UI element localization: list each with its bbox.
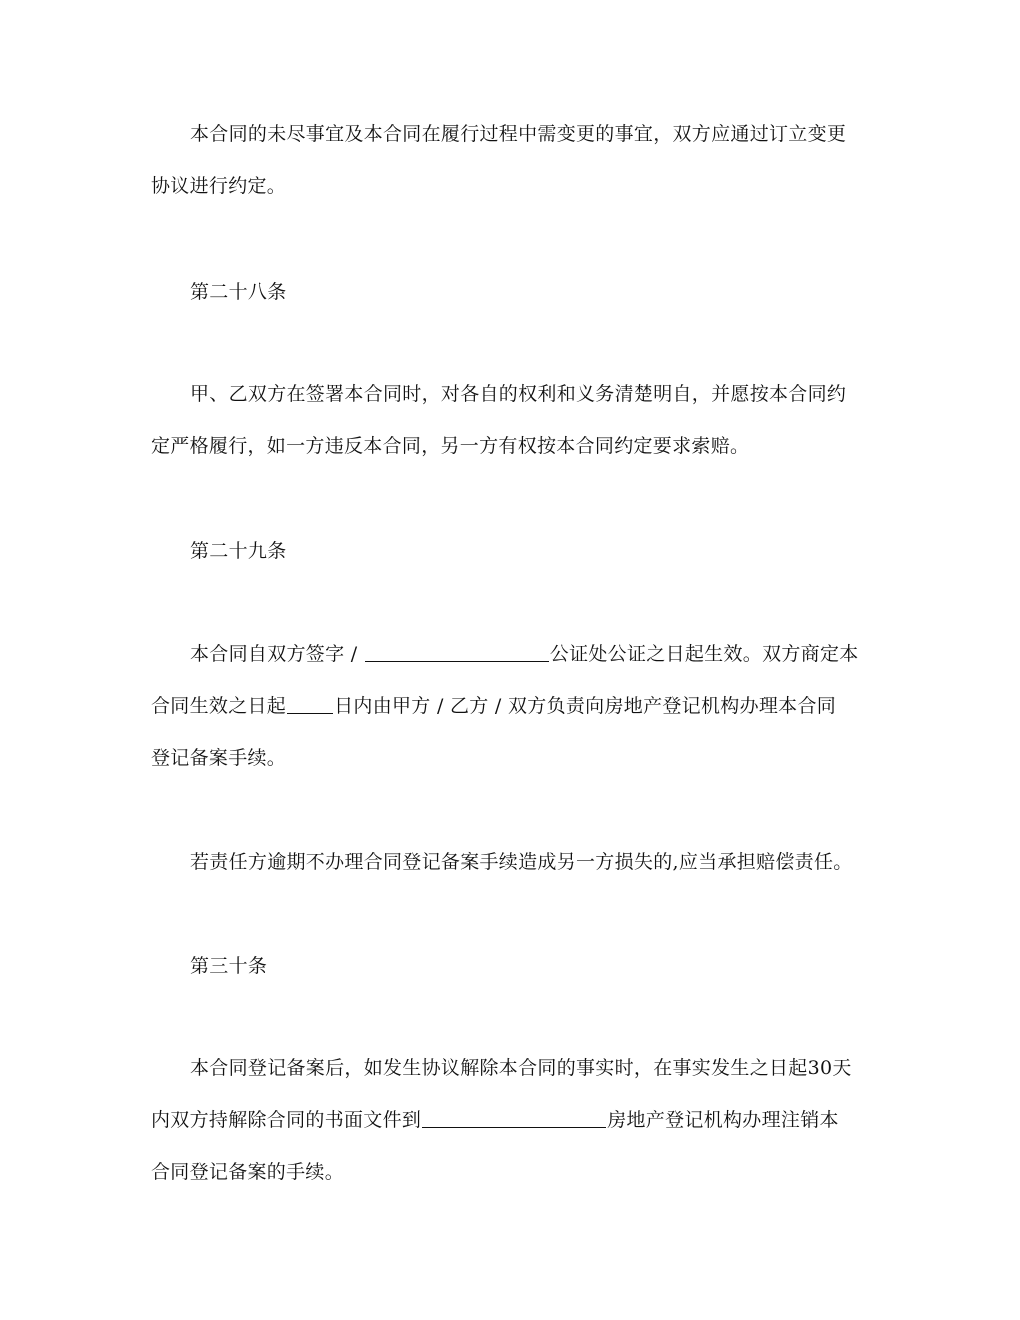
paragraph-line: 登记备案手续。 [151, 747, 287, 769]
paragraph-line: 合同登记备案的手续。 [151, 1161, 345, 1183]
paragraph-line [151, 1108, 839, 1132]
text-segment: 合同生效之日起 [151, 695, 287, 717]
paragraph-line: 本合同登记备案后，如发生协议解除本合同的事实时，在事实发生之日起30天 [190, 1057, 852, 1079]
paragraph-line: 定严格履行，如一方违反本合同，另一方有权按本合同约定要求索赔。 [151, 435, 750, 457]
text-segment: 房地产登记机构办理注销本 [607, 1109, 839, 1131]
fill-in-blank [365, 643, 549, 662]
paragraph-line [151, 694, 836, 718]
paragraph-line [190, 642, 859, 666]
fill-in-blank [422, 1109, 606, 1128]
article-heading: 第二十八条 [190, 281, 287, 303]
text-segment: 公证处公证之日起生效。双方商定本 [549, 643, 859, 665]
paragraph-line: 甲、乙双方在签署本合同时，对各自的权利和义务清楚明自，并愿按本合同约 [190, 383, 847, 405]
fill-in-blank [287, 695, 333, 714]
text-segment: 内双方持解除合同的书面文件到 [151, 1109, 422, 1131]
article-heading: 第三十条 [190, 955, 268, 977]
paragraph-line: 本合同的未尽事宜及本合同在履行过程中需变更的事宜，双方应通过订立变更 [190, 123, 847, 145]
article-heading: 第二十九条 [190, 540, 287, 562]
paragraph-line: 协议进行约定。 [151, 175, 287, 197]
text-segment: 本合同自双方签字 / [190, 643, 364, 665]
text-segment: 日内由甲方 / 乙方 / 双方负责向房地产登记机构办理本合同 [334, 695, 837, 717]
paragraph-line: 若责任方逾期不办理合同登记备案手续造成另一方损失的,应当承担赔偿责任。 [190, 851, 853, 873]
